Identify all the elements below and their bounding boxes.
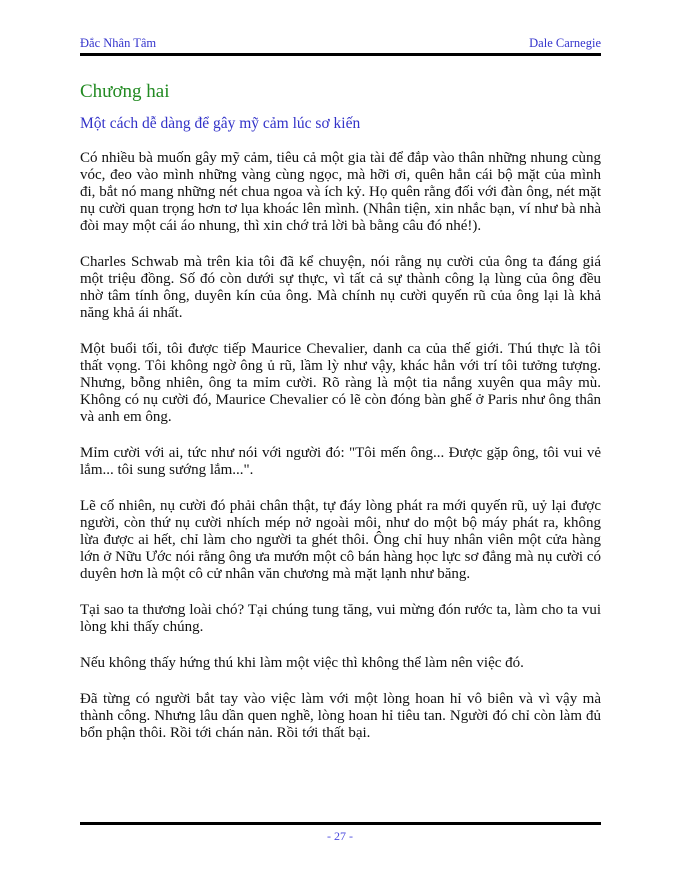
- body-text: [80, 150, 601, 742]
- body-paragraph-1: Có nhiều bà muốn gây mỹ cảm, tiêu cả một gia tài để đắp vào thân những nhung cùng vóc, đeo vào mình những vàng cùng ngọc, mà hỡi ơi, quên hẳn cái bộ mặt của mình đi, bắt nó mang những nét chua ngoa và ích kỷ. Họ quên rằng đối với đàn ông, nét mặt nụ cười quan trọng hơn tơ lụa khoác lên mình. (Nhân tiện, xin nhắc bạn, ví như bà nhà đòi may một cái áo nhung, thì xin chớ trả lời bà bằng câu đó nhé!).: [80, 150, 601, 234]
- header-rule: [80, 53, 601, 56]
- page-header: [80, 36, 601, 50]
- header-author: Dale Carnegie: [529, 36, 601, 50]
- body-paragraph-6: Tại sao ta thương loài chó? Tại chúng tung tăng, vui mừng đón rước ta, làm cho ta vui lòng khi thấy chúng.: [80, 602, 601, 635]
- body-paragraph-5: Lẽ cố nhiên, nụ cười đó phải chân thật, tự đáy lòng phát ra mới quyến rũ, uỷ lại được người, còn thứ nụ cười nhích mép nở ngoài môi, như do một bộ máy phát ra, không lừa được ai hết, chỉ làm cho người ta ghét thôi. Ông chỉ huy nhân viên một cửa hàng lớn ở Nữu Ước nói rằng ông ưa mướn một cô bán hàng học lực sơ đẳng mà nụ cười có duyên hơn là một cô cử nhân văn chương mà mặt lạnh như băng.: [80, 498, 601, 582]
- body-paragraph-3: Một buổi tối, tôi được tiếp Maurice Chevalier, danh ca của thế giới. Thú thực là tôi thất vọng. Tôi không ngờ ông ủ rũ, lầm lỳ như vậy, khác hẳn với trí tôi tưởng tượng. Nhưng, bỗng nhiên, ông ta mỉm cười. Rõ ràng là một tia nắng xuyên qua mây mù. Không có nụ cười đó, Maurice Chevalier có lẽ còn đóng bàn ghế ở Paris như ông thân và anh em ông.: [80, 341, 601, 425]
- header-book-title: Đắc Nhân Tâm: [80, 36, 157, 50]
- chapter-title: Chương hai: [80, 81, 170, 102]
- body-paragraph-2: Charles Schwab mà trên kia tôi đã kể chuyện, nói rằng nụ cười của ông ta đáng giá một triệu đồng. Số đó còn dưới sự thực, vì tất cả sự thành công lạ lùng của ông đều nhờ tâm tính ông, duyên kín của ông. Mà chính nụ cười quyến rũ của ông lại là khả năng khả ái nhất.: [80, 254, 601, 321]
- body-paragraph-7: Nếu không thấy hứng thú khi làm một việc thì không thể làm nên việc đó.: [80, 655, 524, 671]
- body-paragraph-8: Đã từng có người bắt tay vào việc làm với một lòng hoan hỉ vô biên và vì vậy mà thành công. Nhưng lâu dần quen nghề, lòng hoan hỉ tiêu tan. Người đó chỉ còn làm đủ bổn phận thôi. Rồi tới chán nản. Rồi tới thất bại.: [80, 691, 601, 741]
- body-paragraph-4: Mỉm cười với ai, tức như nói với người đó: "Tôi mến ông... Được gặp ông, tôi vui vẻ lắm... tôi sung sướng lắm...".: [80, 445, 601, 478]
- chapter-subtitle: Một cách dễ dàng để gây mỹ cảm lúc sơ kiến: [80, 115, 361, 132]
- footer-rule: [80, 822, 601, 825]
- page-number: - 27 -: [327, 829, 353, 843]
